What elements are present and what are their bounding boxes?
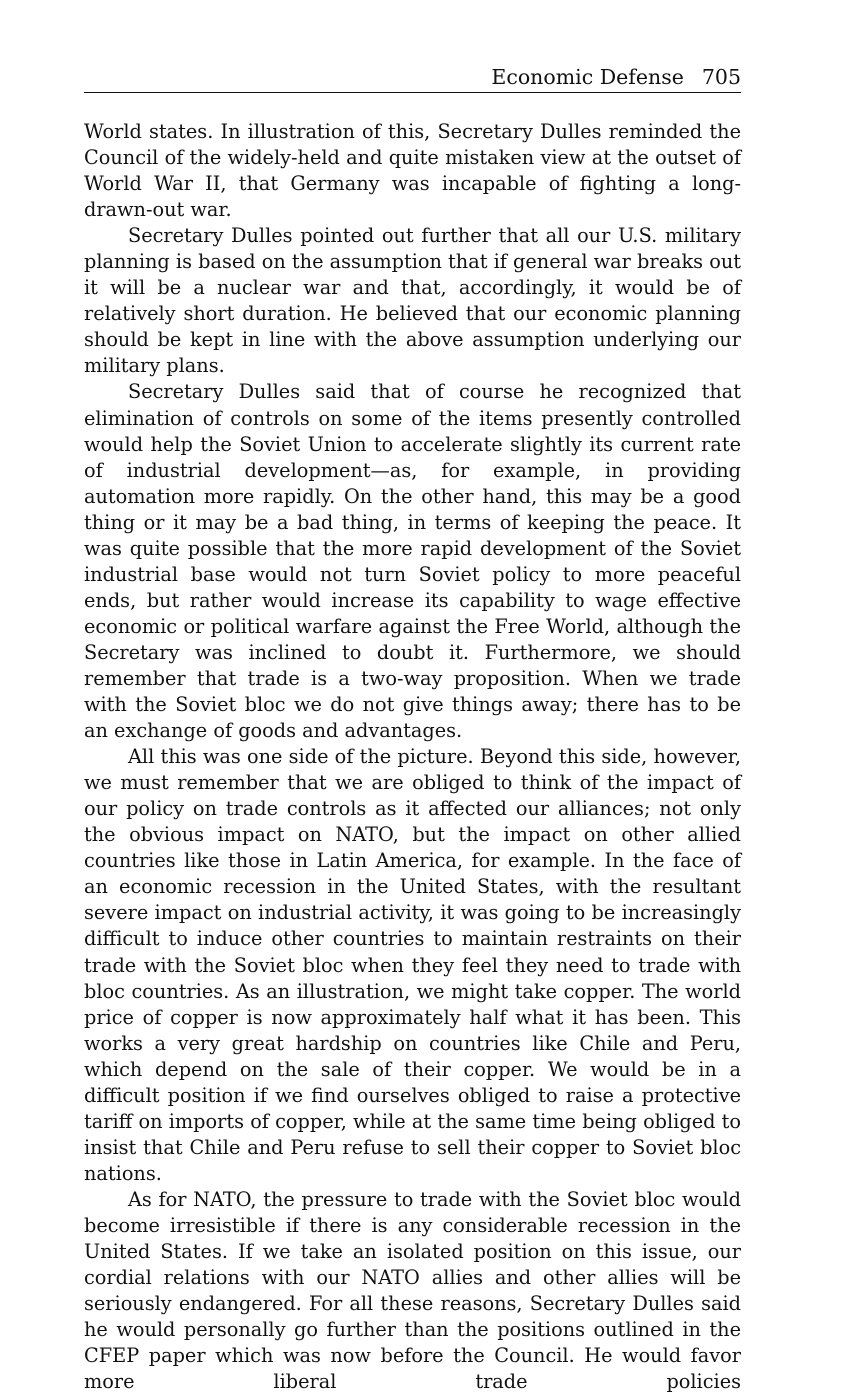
page-number: 705 xyxy=(701,65,741,89)
document-page xyxy=(84,62,741,1395)
section-title: Economic Defense xyxy=(491,65,684,89)
paragraph: As for NATO, the pressure to trade with the Soviet bloc would become irresistible if there is any considerable recession in the United States. If we take an isolated position on this issue, our cordial relations with our NATO allies and other allies will be seriously endangered. For all these reasons, Secretary Dulles said he would personally go further than the positions outlined in the CFEP paper which was now before the Council. He would favor more liberal trade policies xyxy=(84,1187,741,1394)
paragraph: World states. In illustration of this, Secretary Dulles reminded the Council of the widely-held and quite mistaken view at the outset of World War II, that Germany was incapable of fighting a long-drawn-out war. xyxy=(84,120,741,222)
paragraph: Secretary Dulles said that of course he recognized that elimination of controls on some of the items presently controlled would help the Soviet Union to accelerate slightly its current rate of industrial development—as, for example, in providing automation more rapidly. On the other hand, this may be a good thing or it may be a bad thing, in terms of keeping the peace. It was quite possible that the more rapid development of the Soviet industrial base would not turn Soviet policy to more peaceful ends, but rather would increase its capability to wage effective economic or political warfare against the Free World, although the Secretary was inclined to doubt it. Furthermore, we should remember that trade is a two-way proposition. When we trade with the Soviet bloc we do not give things away; there has to be an exchange of goods and advantages. xyxy=(84,380,741,743)
paragraph: All this was one side of the picture. Beyond this side, however, we must remember that we are obliged to think of the impact of our policy on trade controls as it affected our alliances; not only the obvious impact on NATO, but the impact on other allied countries like those in Latin America, for example. In the face of an economic recession in the United States, with the resultant severe impact on industrial activity, it was going to be increasingly difficult to induce other countries to maintain restraints on their trade with the Soviet bloc when they feel they need to trade with bloc countries. As an illustration, we might take copper. The world price of copper is now approximately half what it has been. This works a very great hardship on countries like Chile and Peru, which depend on the sale of their copper. We would be in a difficult position if we find ourselves obliged to raise a protective tariff on imports of copper, while at the same time being obliged to insist that Chile and Peru refuse to sell their copper to Soviet bloc nations. xyxy=(84,745,741,1185)
body-text xyxy=(84,119,741,1395)
paragraph: Secretary Dulles pointed out further that all our U.S. military planning is based on the assumption that if general war breaks out it will be a nuclear war and that, accordingly, it would be of relatively short duration. He believed that our economic planning should be kept in line with the above assumption underlying our military plans. xyxy=(84,224,741,378)
running-head xyxy=(84,62,741,93)
